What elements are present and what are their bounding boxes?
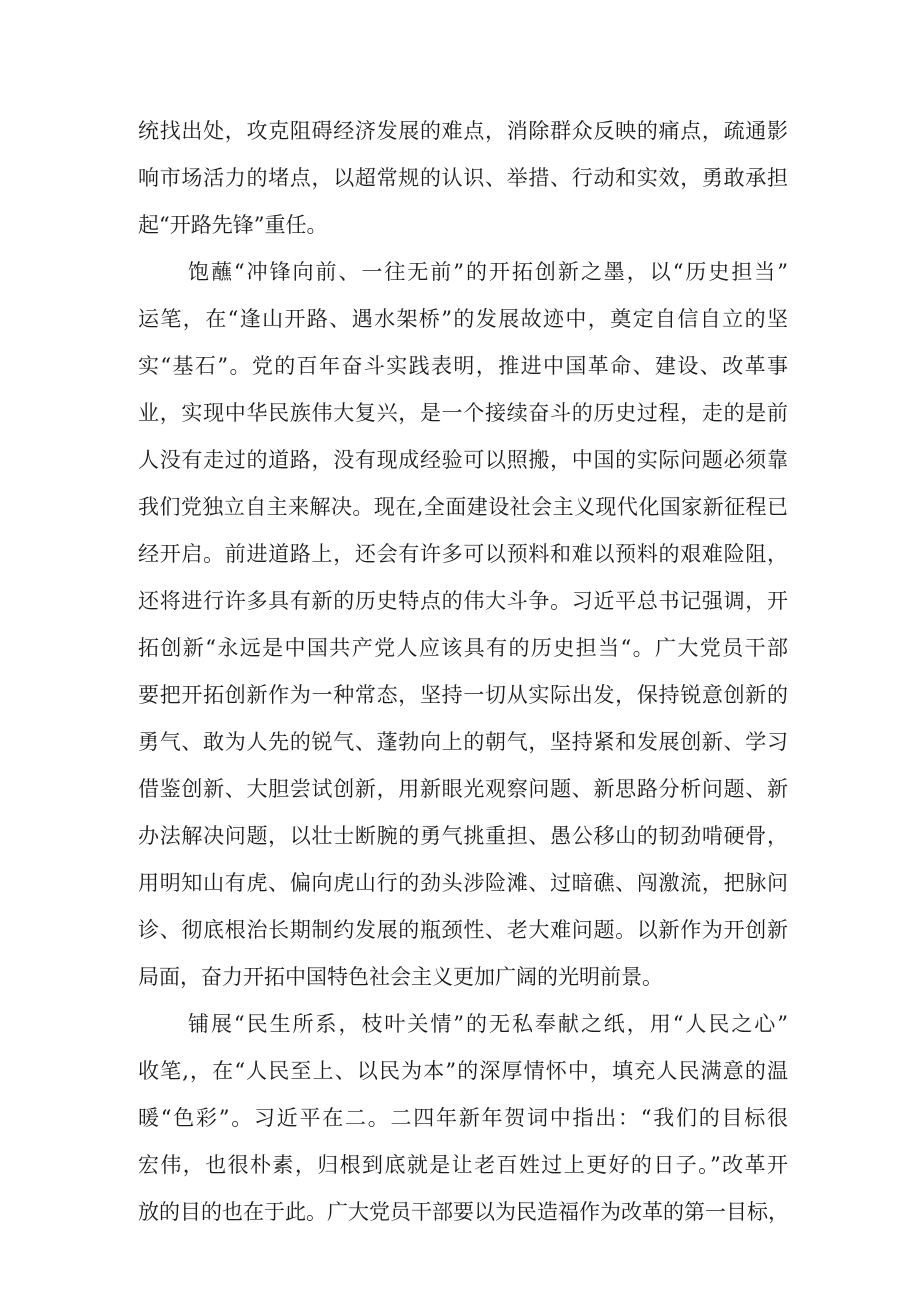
text-line: 勇气、敢为人先的锐气、蓬勃向上的朝气，坚持紧和发展创新、学习: [138, 730, 788, 754]
text-line: 借鉴创新、大胆尝试创新，用新眼光观察问题、新思路分析问题、新: [138, 777, 788, 801]
text-line: 局面，奋力开拓中国特色社会主义更加广阔的光明前景。: [138, 965, 663, 989]
text-line: 收笔,，在“人民至上、以民为本”的深厚情怀中，填充人民满意的温: [138, 1059, 788, 1083]
text-line: 拓创新“永远是中国共产党人应该具有的历史担当“。广大党员干部: [138, 636, 788, 660]
text-line: 饱蘸“冲锋向前、一往无前”的开拓创新之墨，以“历史担当”: [188, 260, 788, 284]
text-line: 要把开拓创新作为一种常态，坚持一切从实际出发，保持锐意创新的: [138, 683, 788, 707]
text-line: 用明知山有虎、偏向虎山行的劲头涉险滩、过暗礁、闯激流，把脉问: [138, 871, 788, 895]
text-line: 宏伟，也很朴素，归根到底就是让老百姓过上更好的日子。”改革开: [138, 1153, 788, 1177]
text-line: 经开启。前进道路上，还会有许多可以预料和难以预料的艰难险阻，: [138, 542, 788, 566]
text-line: 人没有走过的道路，没有现成经验可以照搬，中国的实际问题必须靠: [138, 448, 788, 472]
text-line: 实“基石”。党的百年奋斗实践表明，推进中国革命、建设、改革事: [138, 354, 788, 378]
text-line: 起“开路先锋”重任。: [138, 213, 328, 237]
text-line: 暖“色彩”。习近平在二。二四年新年贺词中指出：“我们的目标很: [138, 1106, 788, 1130]
text-line: 放的目的也在于此。广大党员干部要以为民造福作为改革的第一目标，: [138, 1200, 789, 1224]
text-line: 统找出处，攻克阻碍经济发展的难点，消除群众反映的痛点，疏通影: [138, 119, 788, 143]
text-line: 还将进行许多具有新的历史特点的伟大斗争。习近平总书记强调，开: [138, 589, 788, 613]
text-line: 我们党独立自主来解决。现在,全面建设社会主义现代化国家新征程已: [138, 495, 788, 519]
text-line: 办法解决问题，以壮士断腕的勇气挑重担、愚公移山的韧劲啃硬骨，: [138, 824, 788, 848]
text-line: 运笔，在“逢山开路、遇水架桥”的发展故迹中，奠定自信自立的坚: [138, 307, 788, 331]
text-line: 铺展“民生所系，枝叶关情”的无私奉献之纸，用“人民之心”: [188, 1012, 788, 1036]
text-line: 响市场活力的堵点，以超常规的认识、举措、行动和实效，勇敢承担: [138, 166, 788, 190]
text-line: 诊、彻底根治长期制约发展的瓶颈性、老大难问题。以新作为开创新: [138, 918, 788, 942]
text-line: 业，实现中华民族伟大复兴，是一个接续奋斗的历史过程，走的是前: [138, 401, 788, 425]
